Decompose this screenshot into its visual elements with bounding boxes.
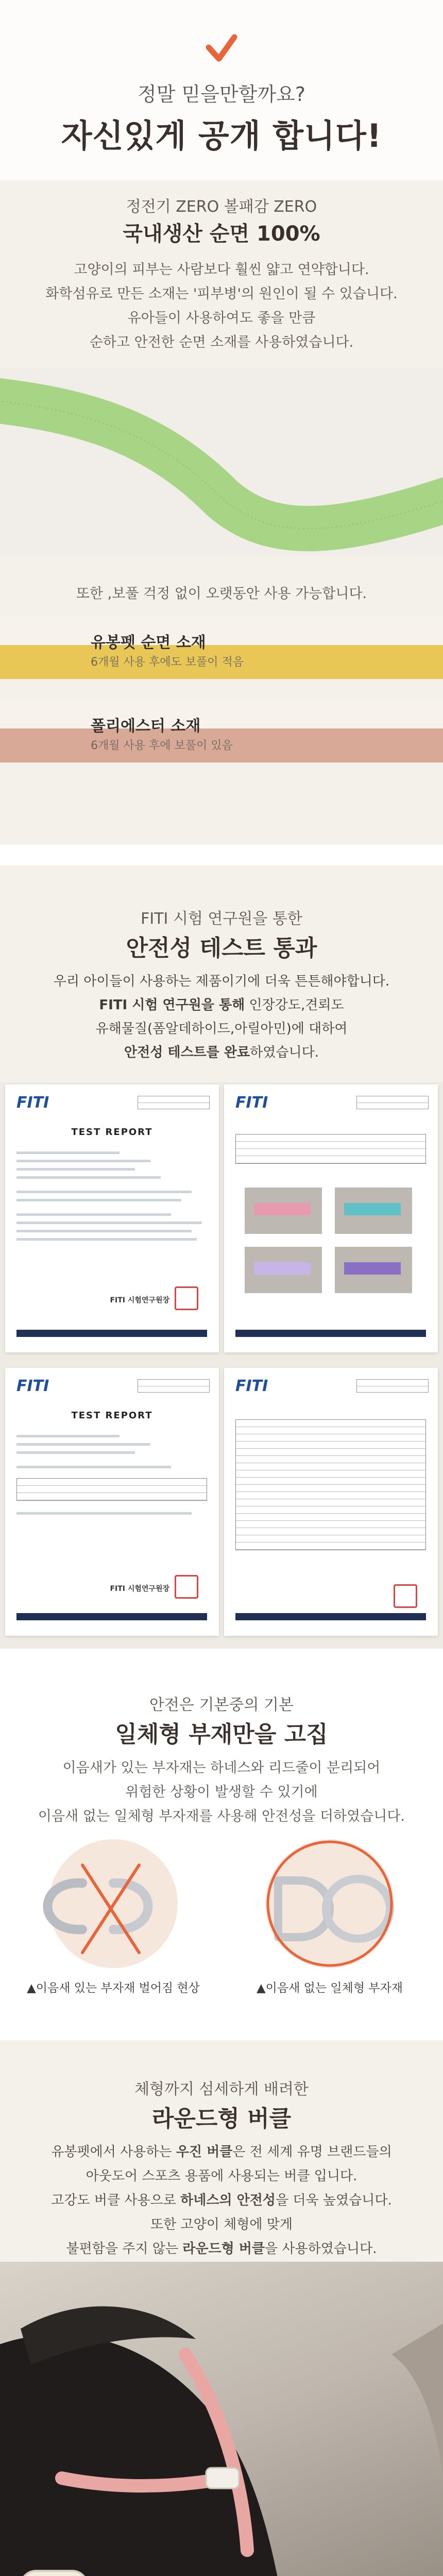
doc-text-line [16, 1160, 150, 1162]
test-report-doc [5, 1084, 219, 1352]
doc-results-table [235, 1419, 426, 1550]
compare-cotton [0, 617, 443, 679]
cotton-section [0, 180, 443, 845]
doc-text-line [16, 1238, 197, 1241]
doc-footer-bar [235, 1613, 426, 1620]
round-heading: 라운드형 버클 [151, 2106, 292, 2132]
round-desc-line: 유봉펫에서 사용하는 우진 버클은 전 세계 유명 브랜드들의 [51, 2144, 392, 2160]
cotton-description [0, 258, 443, 354]
doc-heading: TEST REPORT [71, 1410, 153, 1421]
doc-text-line [16, 1176, 161, 1179]
cotton-desc-line: 유아들이 사용하여도 좋을 만큼 [127, 310, 316, 326]
jointed-ring-icon [5, 1834, 222, 1978]
doc-heading: TEST REPORT [71, 1127, 153, 1138]
fiti-logo: FITI [235, 1377, 268, 1395]
round-buckle-section [0, 2040, 443, 2576]
hero-title: 자신있게 공개 합니다! [61, 117, 382, 155]
doc-footer-bar [16, 1613, 207, 1620]
sample-swatches [245, 1188, 420, 1301]
section-divider [0, 845, 443, 866]
sample-swatch [335, 1247, 412, 1293]
one-piece-parts-section [0, 1649, 443, 2040]
test-description [0, 970, 443, 1064]
doc-text-line [16, 1230, 192, 1232]
doc-header-box [356, 1379, 429, 1393]
seal-stamp [175, 1286, 198, 1310]
test-heading: 안전성 테스트 통과 [126, 935, 317, 961]
parts-description [0, 1756, 443, 1828]
doc-footer-bar [16, 1330, 207, 1337]
jointed-ring-example [5, 1834, 222, 2004]
doc-header-box [356, 1096, 429, 1109]
parts-heading: 일체형 부재만을 고집 [115, 1721, 328, 1748]
doc-header-box [138, 1096, 210, 1109]
round-description [0, 2140, 443, 2261]
sample-swatch [245, 1188, 322, 1234]
compare-poly-desc: 6개월 사용 후에 보풀이 있음 [91, 739, 233, 752]
doc-text-line [16, 1151, 120, 1154]
round-desc-line: 불편함을 주지 않는 라운드형 버클을 사용하였습니다. [66, 2241, 377, 2257]
seamless-ring-caption: ▲이음새 없는 일체형 부자재 [256, 1981, 403, 1995]
cotton-note: 또한 ,보풀 걱정 없이 오랫동안 사용 가능합니다. [76, 586, 367, 602]
test-desc-line: FITI 시험 연구원을 통해 인장강도,견뢰도 [99, 997, 344, 1013]
check-icon [206, 34, 237, 63]
doc-text-line [16, 1199, 181, 1201]
fiti-logo: FITI [16, 1377, 49, 1395]
round-buckle-image [21, 2571, 88, 2576]
doc-text-line [16, 1222, 202, 1224]
fiti-logo: FITI [235, 1094, 268, 1112]
round-desc-line: 아웃도어 스포츠 용품에 사용되는 버클 입니다. [86, 2168, 357, 2184]
cotton-desc-line: 화학섬유로 만든 소재는 '피부병'의 원인이 될 수 있습니다. [45, 286, 398, 302]
test-report-doc [224, 1084, 438, 1352]
parts-desc-line: 이음새가 있는 부자재는 하네스와 리드줄이 분리되어 [62, 1760, 381, 1776]
doc-text-line [16, 1168, 135, 1171]
cotton-strap-photo [0, 369, 443, 555]
jointed-ring-caption: ▲이음새 있는 부자재 벌어짐 현상 [27, 1981, 200, 1995]
test-desc-line: 안전성 테스트를 완료하였습니다. [124, 1045, 319, 1060]
cotton-heading: 국내생산 순면 100% [123, 222, 320, 246]
safety-test-section [0, 866, 443, 1649]
parts-desc-line: 이음새 없는 일체형 부자재를 사용해 안전성을 더하였습니다. [38, 1808, 405, 1824]
parts-desc-line: 위험한 상황이 발생할 수 있기에 [125, 1784, 318, 1800]
test-report-doc [5, 1368, 219, 1636]
test-eyebrow: FITI 시험 연구원을 통한 [141, 910, 302, 928]
round-desc-line: 고강도 버클 사용으로 하네스의 안전성을 더욱 높였습니다. [51, 2193, 392, 2208]
doc-institute-name: FITI 시험연구원장 [110, 1296, 169, 1304]
cotton-desc-line: 순하고 안전한 순면 소재를 사용하였습니다. [89, 334, 354, 350]
compare-cotton-desc: 6개월 사용 후에도 보풀이 적음 [91, 656, 244, 669]
cotton-desc-line: 고양이의 피부는 사람보다 훨씬 얇고 연약합니다. [74, 262, 369, 278]
cotton-eyebrow: 정전기 ZERO 볼패감 ZERO [126, 198, 317, 216]
doc-text-line [16, 1213, 171, 1216]
seamless-ring-example [222, 1834, 438, 2004]
cat-harness-photo [0, 2262, 443, 2576]
doc-footer-bar [235, 1330, 426, 1337]
fiti-logo: FITI [16, 1094, 49, 1112]
seal-stamp [175, 1575, 198, 1599]
doc-text-line [16, 1435, 120, 1437]
doc-text-line [16, 1191, 192, 1193]
doc-text-line [16, 1443, 150, 1446]
compare-polyester [0, 701, 443, 762]
test-report-doc [224, 1368, 438, 1636]
seal-stamp [394, 1584, 417, 1608]
compare-poly-title: 폴리에스터 소재 [91, 717, 201, 735]
compare-cotton-title: 유봉펫 순면 소재 [91, 634, 206, 652]
sample-swatch [245, 1247, 322, 1293]
doc-text-line [16, 1451, 135, 1454]
round-desc-line: 또한 고양이 체형에 맞게 [150, 2217, 293, 2232]
doc-header-box [138, 1379, 210, 1393]
hero-subtitle: 정말 믿을만할까요? [138, 83, 305, 106]
round-eyebrow: 체형까지 섬세하게 배려한 [134, 2080, 309, 2098]
doc-institute-name: FITI 시험연구원장 [110, 1585, 169, 1593]
green-strap-illustration [0, 369, 443, 555]
doc-results-table [235, 1134, 426, 1164]
sample-swatch [335, 1188, 412, 1234]
cat-harness-illustration [0, 2262, 443, 2576]
doc-text-line [16, 1466, 171, 1468]
test-report-documents [0, 1082, 443, 1649]
doc-text-line [16, 1512, 192, 1515]
doc-results-table [16, 1478, 207, 1501]
test-desc-line: 우리 아이들이 사용하는 제품이기에 더욱 튼튼해야합니다. [53, 974, 390, 989]
seamless-ring-icon [222, 1834, 438, 1978]
hero-section [0, 0, 443, 180]
parts-eyebrow: 안전은 기본중의 기본 [149, 1696, 294, 1714]
test-desc-line: 유해물질(폼알데하이드,아릴아민)에 대하여 [95, 1021, 348, 1037]
